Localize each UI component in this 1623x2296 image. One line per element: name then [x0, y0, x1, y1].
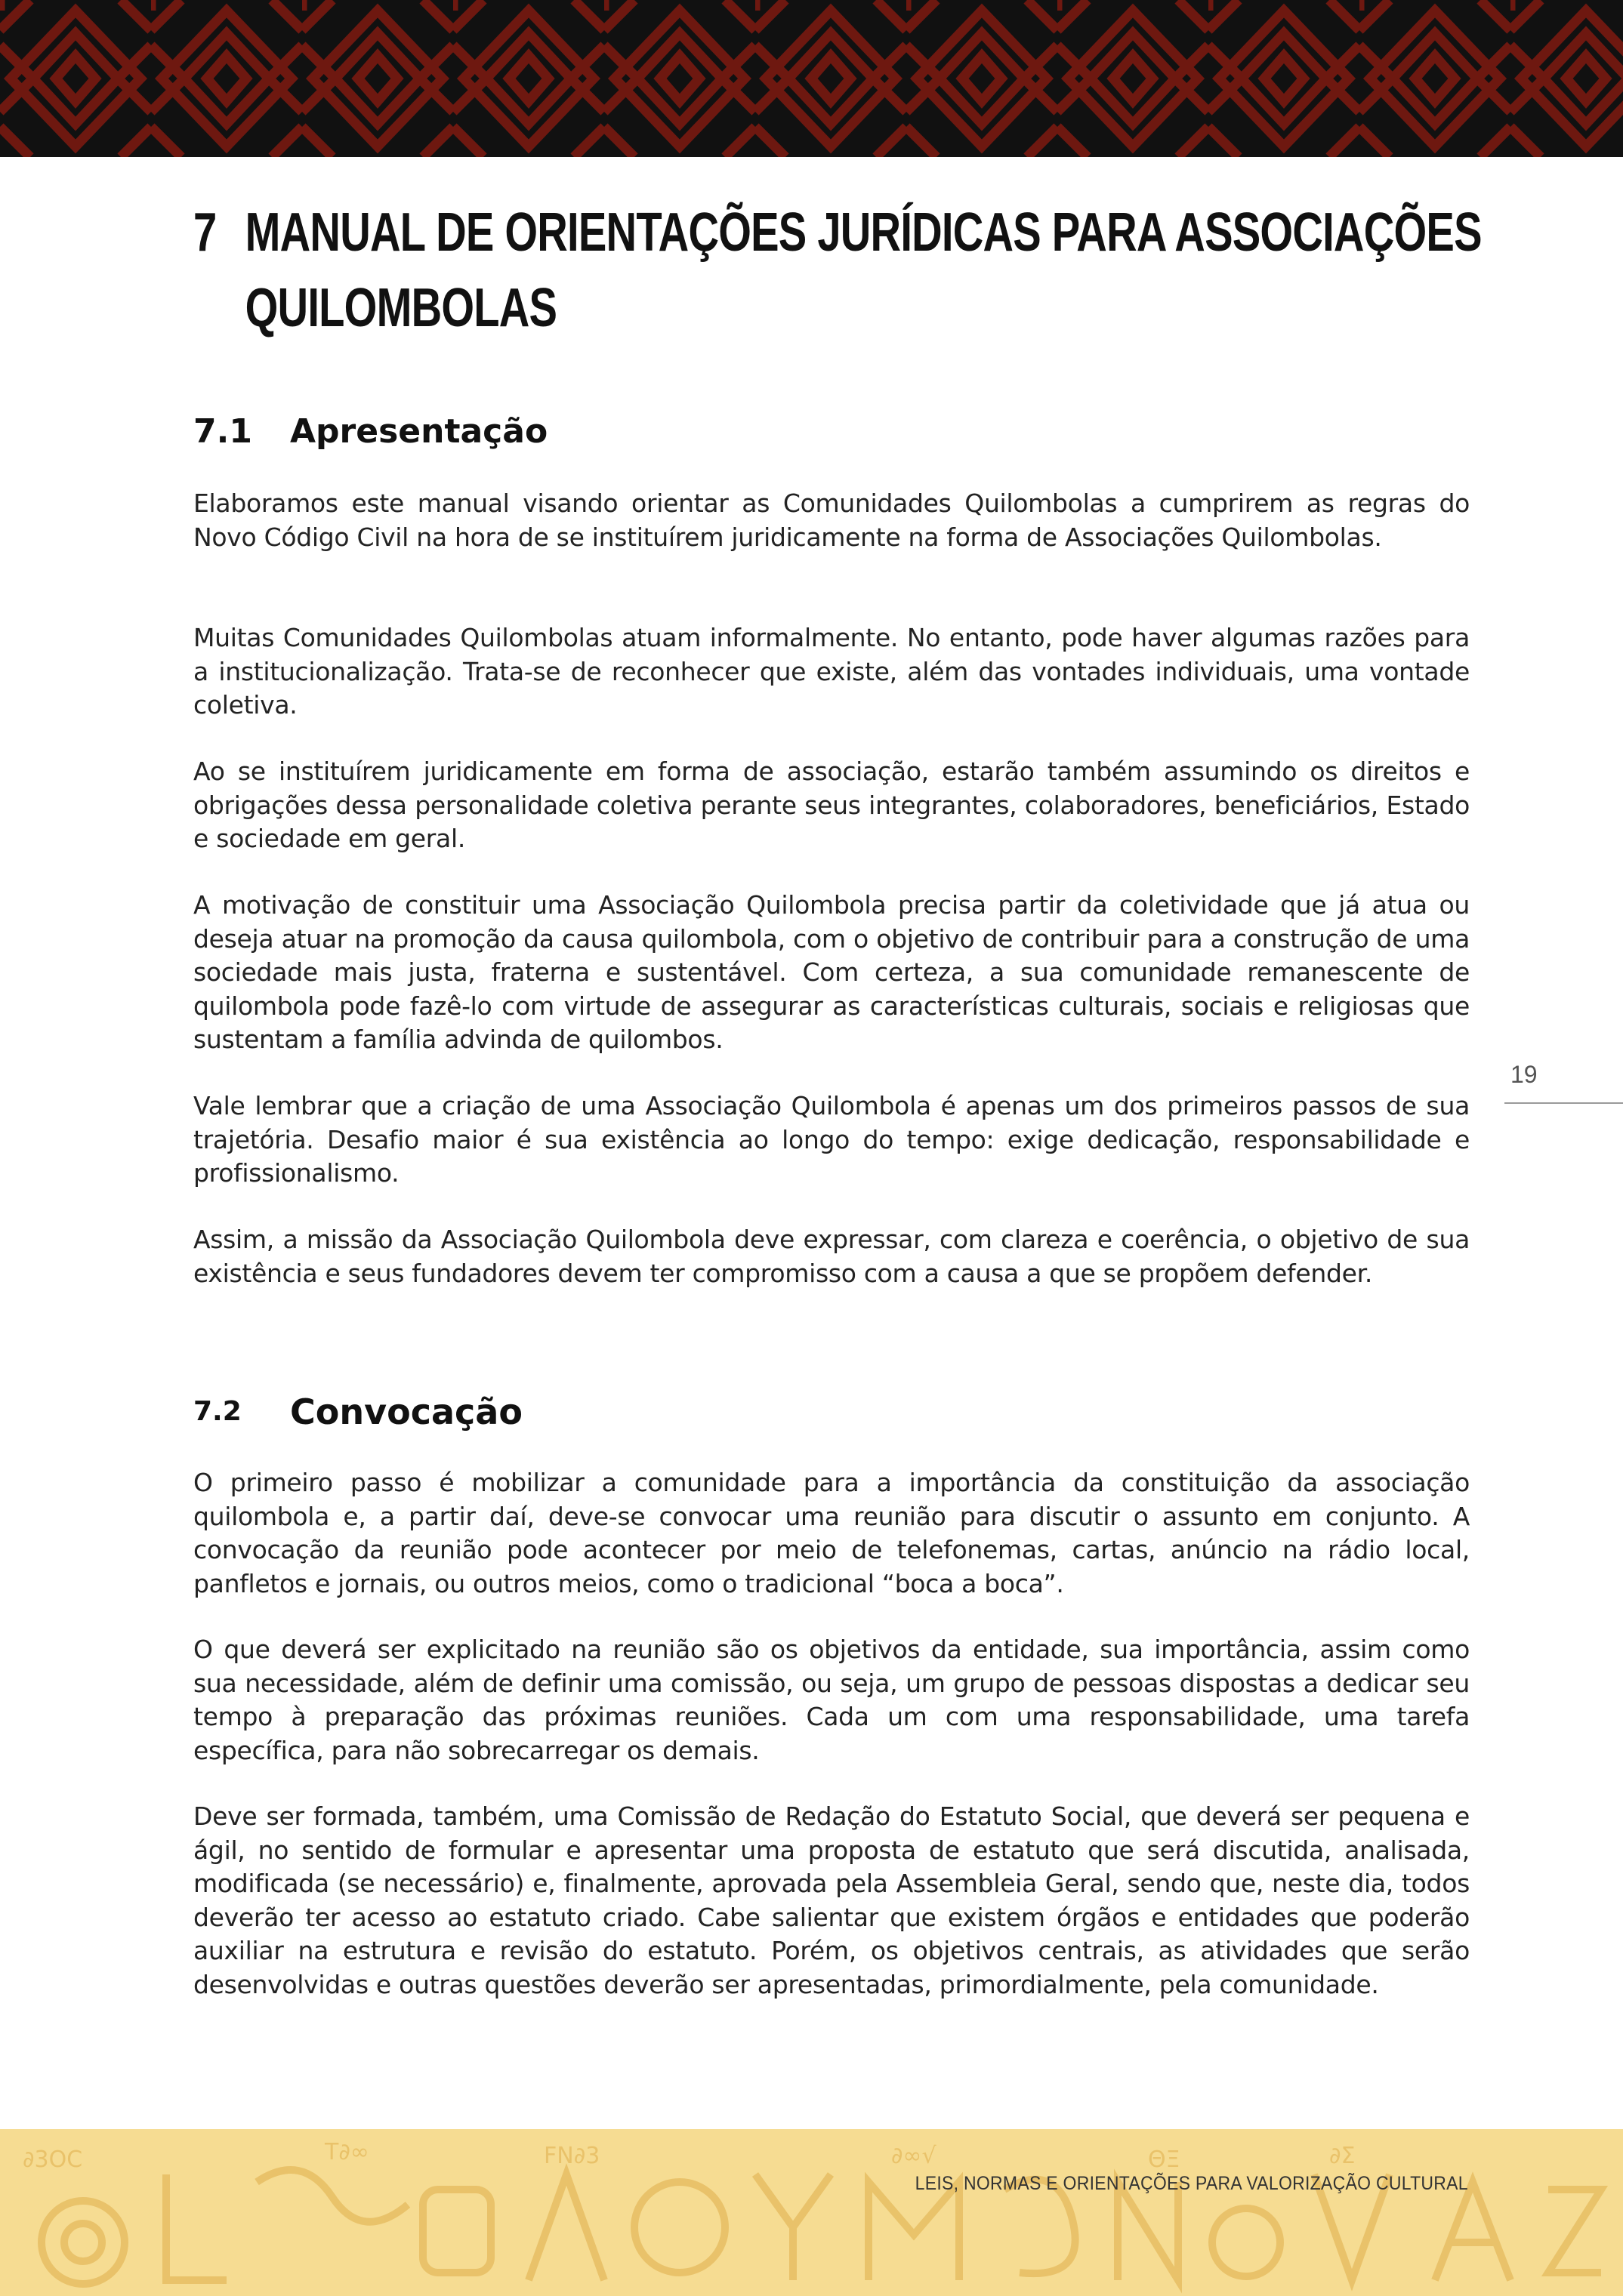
paragraph: Ao se instituírem juridicamente em forma de associação, estarão também assumindo os direitos e obrigações dessa personalidade coletiva perante seus integrantes, colaboradores, beneficiários, Estado e sociedade em geral.: [193, 757, 1470, 853]
paragraph: Elaboramos este manual visando orientar as Comunidades Quilombolas a cumprirem as regras do Novo Código Civil na hora de se instituírem juridicamente na forma de Associações Quilombolas.: [193, 488, 1470, 552]
svg-text:∂Σ: ∂Σ: [1329, 2143, 1356, 2169]
svg-text:ΘΞ: ΘΞ: [1148, 2147, 1180, 2173]
section-number: 7.1: [193, 412, 252, 451]
page-number-rule: [1504, 1102, 1623, 1104]
paragraph: O primeiro passo é mobilizar a comunidade para a importância da constituição da associação quilombola e, a partir daí, deve-se convocar uma reunião para discutir o assunto em conjunto. A convocação da reunião pode acontecer por meio de telefonemas, cartas, anúncio na rádio local, panfletos e jornais, ou outros meios, como o tradicional “boca a boca”.: [193, 1468, 1470, 1598]
chapter-title-line2: QUILOMBOLAS: [245, 278, 557, 338]
section-title: Apresentação: [290, 412, 548, 451]
paragraph: Assim, a missão da Associação Quilombola deve expressar, com clareza e coerência, o objetivo de sua existência e seus fundadores devem ter compromisso com a causa a que se propõem defender.: [193, 1225, 1470, 1288]
page-number: 19: [1510, 1061, 1538, 1088]
top-pattern-band: [0, 0, 1623, 157]
svg-text:FN∂3: FN∂3: [544, 2143, 600, 2169]
paragraph: A motivação de constituir uma Associação Quilombola precisa partir da coletividade que já atua ou deseja atuar na promoção da causa quilombola, com o objetivo de contribuir para a construção de uma sociedade mais justa, fraterna e sustentável. Com certeza, a sua comunidade remanescente de quilombola pode fazê-lo com virtude de assegurar as características culturais, sociais e religiosas que sustentam a família advinda de quilombos.: [193, 890, 1470, 1054]
chapter-number: 7: [193, 202, 217, 263]
section-title: Convocação: [290, 1391, 523, 1432]
footer-title: LEIS, NORMAS E ORIENTAÇÕES PARA VALORIZAÇÃO CULTURAL: [915, 2173, 1468, 2194]
chapter-title-line1: MANUAL DE ORIENTAÇÕES JURÍDICAS PARA ASSOCIAÇÕES: [245, 202, 1482, 263]
paragraph: Muitas Comunidades Quilombolas atuam informalmente. No entanto, pode haver algumas razões para a institucionalização. Trata-se de reconhecer que existe, além das vontades individuais, uma vontade coletiva.: [193, 623, 1470, 720]
paragraph: Vale lembrar que a criação de uma Associação Quilombola é apenas um dos primeiros passos de sua trajetória. Desafio maior é sua existência ao longo do tempo: exige dedicação, responsabilidade e profissionalismo.: [193, 1091, 1470, 1188]
chapter-title: [245, 195, 1483, 346]
footer-pattern-band: [0, 2129, 1623, 2296]
svg-text:∂3OC: ∂3OC: [23, 2147, 83, 2173]
section-number: 7.2: [193, 1396, 242, 1427]
svg-text:∂∞√: ∂∞√: [891, 2143, 936, 2169]
svg-text:T∂∞: T∂∞: [325, 2139, 369, 2165]
paragraph: O que deverá ser explicitado na reunião são os objetivos da entidade, sua importância, assim como sua necessidade, além de definir uma comissão, ou seja, um grupo de pessoas dispostas a dedicar seu tempo à preparação das próximas reuniões. Cada um com uma responsabilidade, uma tarefa específica, para não sobrecarregar os demais.: [193, 1635, 1470, 1765]
paragraph: Deve ser formada, também, uma Comissão de Redação do Estatuto Social, que deverá ser pequena e ágil, no sentido de formular e apresentar uma proposta de estatuto que será discutida, analisada, modificada (se necessário) e, finalmente, aprovada pela Assembleia Geral, sendo que, neste dia, todos deverão ter acesso ao estatuto criado. Cabe salientar que existem órgãos e entidades que poderão auxiliar na estrutura e revisão do estatuto. Porém, os objetivos centrais, as atividades que serão desenvolvidas e outras questões deverão ser apresentadas, primordialmente, pela comunidade.: [193, 1801, 1470, 1999]
